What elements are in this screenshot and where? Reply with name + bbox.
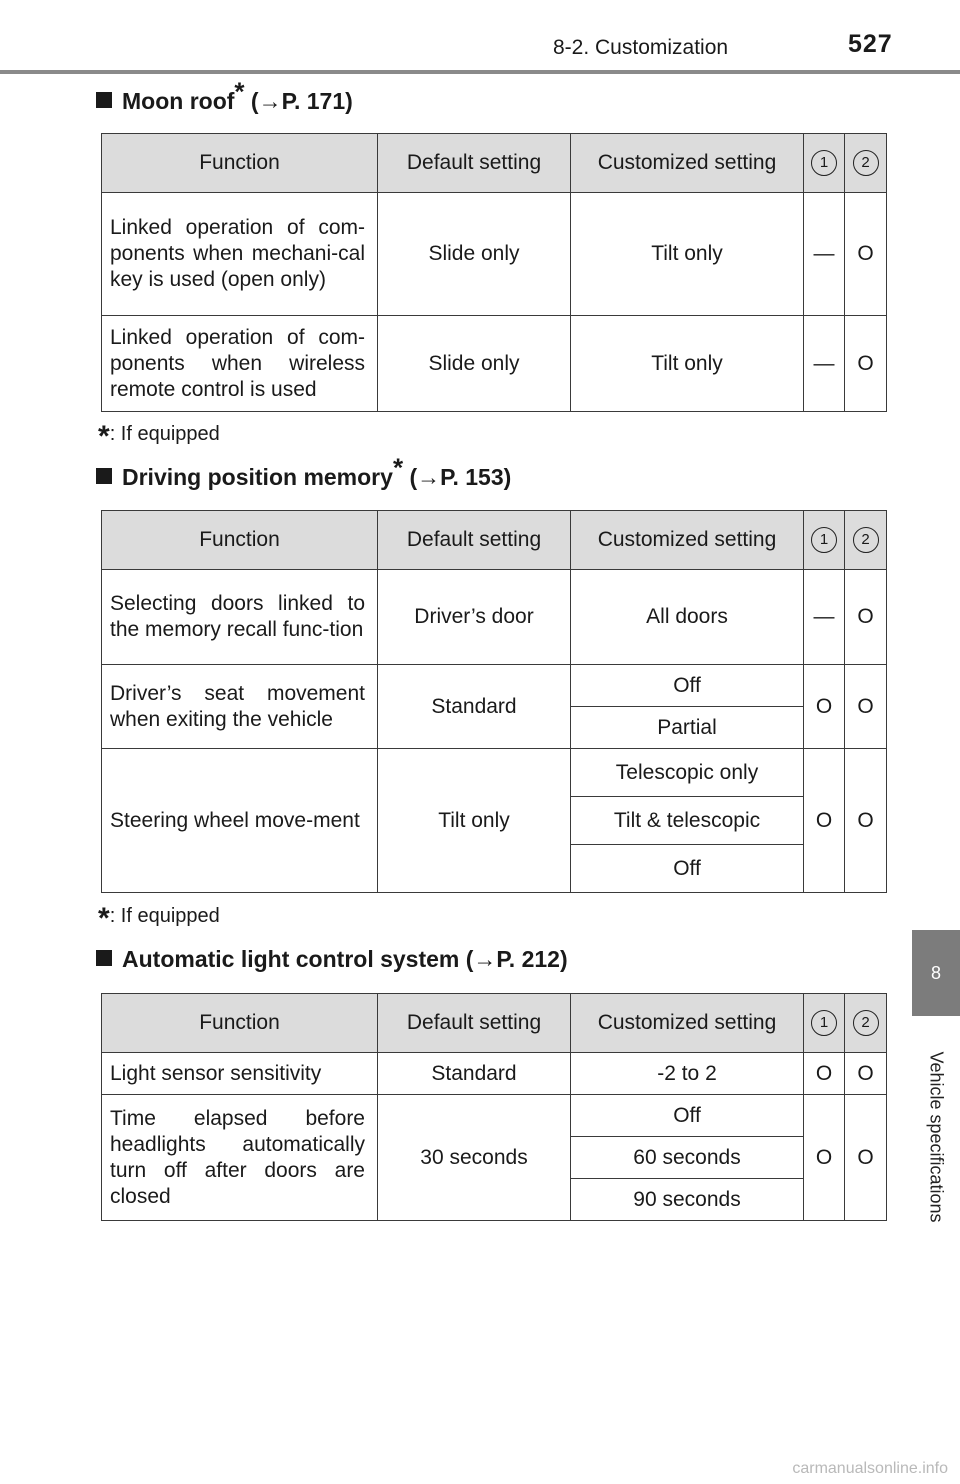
function-cell: Linked operation of com-ponents when mechani-cal key is used (open only) bbox=[102, 193, 378, 316]
default-cell: Slide only bbox=[378, 193, 571, 316]
default-cell: Tilt only bbox=[378, 749, 571, 893]
col1-cell: O bbox=[804, 665, 845, 749]
col2-cell: O bbox=[845, 1095, 887, 1221]
table-row bbox=[102, 749, 887, 797]
col2-cell: O bbox=[845, 193, 887, 316]
custom-cell: Tilt only bbox=[571, 193, 804, 316]
default-cell: Standard bbox=[378, 1053, 571, 1095]
custom-cell: Telescopic only bbox=[571, 749, 804, 797]
col-customized: Customized setting bbox=[571, 134, 804, 193]
page-ref-link[interactable]: (→P. 171) bbox=[244, 88, 353, 114]
custom-cell: Off bbox=[571, 665, 804, 707]
footnote-text: : If equipped bbox=[109, 423, 220, 445]
table-row bbox=[102, 193, 887, 316]
custom-cell: 90 seconds bbox=[571, 1179, 804, 1221]
col-function: Function bbox=[102, 511, 378, 570]
default-cell: Driver’s door bbox=[378, 570, 571, 665]
circled-1-icon: 1 bbox=[811, 1010, 837, 1036]
custom-cell: Tilt only bbox=[571, 316, 804, 412]
col1-cell: O bbox=[804, 1095, 845, 1221]
circled-2-icon: 2 bbox=[853, 1010, 879, 1036]
table-row bbox=[102, 316, 887, 412]
moon-roof-table bbox=[101, 133, 887, 412]
footnote-if-equipped bbox=[98, 420, 220, 454]
square-bullet-icon bbox=[96, 950, 112, 966]
table-row bbox=[102, 1053, 887, 1095]
page-ref-link[interactable]: (→P. 153) bbox=[403, 464, 512, 490]
section-title-text: Driving position memory bbox=[122, 464, 393, 490]
circled-1-icon: 1 bbox=[811, 527, 837, 553]
header-rule bbox=[0, 70, 960, 74]
default-cell: Standard bbox=[378, 665, 571, 749]
col-1 bbox=[804, 134, 845, 193]
footnote-if-equipped bbox=[98, 902, 220, 936]
col1-cell: — bbox=[804, 570, 845, 665]
col1-cell: — bbox=[804, 193, 845, 316]
col-2 bbox=[845, 994, 887, 1053]
square-bullet-icon bbox=[96, 92, 112, 108]
custom-cell: All doors bbox=[571, 570, 804, 665]
col-2 bbox=[845, 134, 887, 193]
footnote-asterisk: * bbox=[98, 420, 110, 453]
col-function: Function bbox=[102, 134, 378, 193]
col-1 bbox=[804, 511, 845, 570]
col1-cell: O bbox=[804, 749, 845, 893]
table-row bbox=[102, 1095, 887, 1137]
function-cell: Linked operation of com-ponents when wireless remote control is used bbox=[102, 316, 378, 412]
section-title-text: Automatic light control system bbox=[122, 946, 460, 972]
circled-2-icon: 2 bbox=[853, 527, 879, 553]
asterisk: * bbox=[234, 76, 245, 107]
table-row bbox=[102, 570, 887, 665]
circled-2-icon: 2 bbox=[853, 150, 879, 176]
col-default: Default setting bbox=[378, 994, 571, 1053]
function-cell: Time elapsed before headlights automatically turn off after doors are closed bbox=[102, 1095, 378, 1221]
table-row bbox=[102, 665, 887, 707]
col2-cell: O bbox=[845, 749, 887, 893]
section-title-automatic-light-control bbox=[96, 946, 568, 973]
custom-cell: 60 seconds bbox=[571, 1137, 804, 1179]
col-default: Default setting bbox=[378, 134, 571, 193]
page-ref-link[interactable]: (→P. 212) bbox=[459, 946, 568, 972]
section-title-moon-roof bbox=[96, 76, 353, 115]
square-bullet-icon bbox=[96, 468, 112, 484]
section-title-text: Moon roof bbox=[122, 88, 235, 114]
col-1 bbox=[804, 994, 845, 1053]
function-cell: Steering wheel move-ment bbox=[102, 749, 378, 893]
function-cell: Driver’s seat movement when exiting the vehicle bbox=[102, 665, 378, 749]
col-default: Default setting bbox=[378, 511, 571, 570]
section-title-driving-position-memory bbox=[96, 452, 512, 491]
custom-cell: Off bbox=[571, 1095, 804, 1137]
default-cell: 30 seconds bbox=[378, 1095, 571, 1221]
col2-cell: O bbox=[845, 316, 887, 412]
col1-cell: — bbox=[804, 316, 845, 412]
col-2 bbox=[845, 511, 887, 570]
chapter-tab[interactable]: 8 bbox=[912, 930, 960, 1016]
footer-watermark: carmanualsonline.info bbox=[792, 1460, 948, 1477]
custom-cell: -2 to 2 bbox=[571, 1053, 804, 1095]
page-number: 527 bbox=[848, 30, 893, 58]
function-cell: Selecting doors linked to the memory recall func-tion bbox=[102, 570, 378, 665]
col-function: Function bbox=[102, 994, 378, 1053]
default-cell: Slide only bbox=[378, 316, 571, 412]
custom-cell: Tilt & telescopic bbox=[571, 797, 804, 845]
header-section-title: 8-2. Customization bbox=[553, 36, 729, 59]
chapter-label: Vehicle specifications bbox=[926, 1051, 947, 1223]
footnote-text: : If equipped bbox=[109, 905, 220, 927]
custom-cell: Off bbox=[571, 845, 804, 893]
footnote-asterisk: * bbox=[98, 902, 110, 935]
circled-1-icon: 1 bbox=[811, 150, 837, 176]
col-customized: Customized setting bbox=[571, 994, 804, 1053]
col-customized: Customized setting bbox=[571, 511, 804, 570]
automatic-light-control-table bbox=[101, 993, 887, 1221]
col2-cell: O bbox=[845, 570, 887, 665]
col2-cell: O bbox=[845, 665, 887, 749]
asterisk: * bbox=[392, 452, 404, 483]
custom-cell: Partial bbox=[571, 707, 804, 749]
driving-position-memory-table bbox=[101, 510, 887, 893]
col2-cell: O bbox=[845, 1053, 887, 1095]
col1-cell: O bbox=[804, 1053, 845, 1095]
function-cell: Light sensor sensitivity bbox=[102, 1053, 378, 1095]
